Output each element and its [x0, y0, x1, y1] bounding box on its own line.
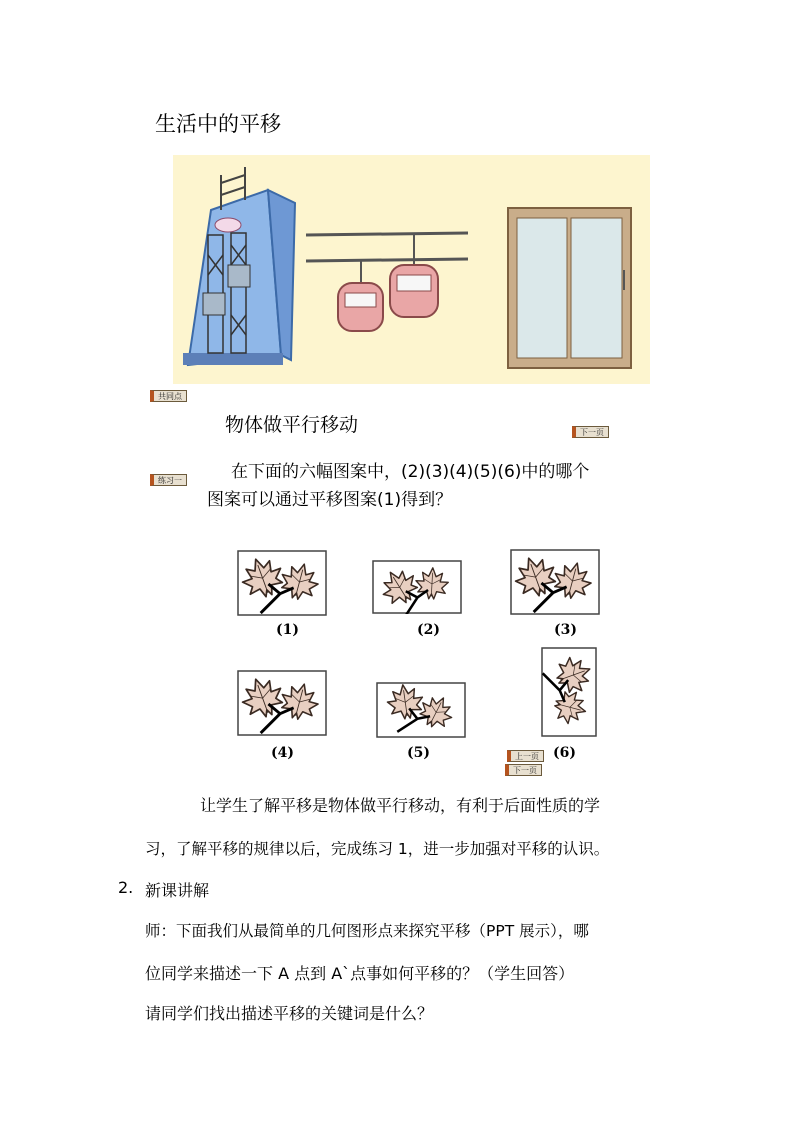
leaf-figure-2: [372, 560, 462, 614]
common-points-button[interactable]: 共同点: [150, 390, 187, 402]
figure-label-5: (5): [407, 745, 430, 761]
paragraph-line-1: 让学生了解平移是物体做平行移动，有利于后面性质的学: [200, 796, 601, 815]
section-heading: 新课讲解: [145, 881, 210, 900]
next-page-button[interactable]: 下一页: [572, 426, 609, 438]
exercise-question: [207, 458, 647, 514]
question-line-2: 图案可以通过平移图案(1)得到？: [207, 490, 453, 510]
figure-label-4: (4): [271, 745, 294, 761]
building-icon: [183, 167, 295, 365]
section-title: 生活中的平移: [155, 112, 281, 136]
leaf-figure-1: [237, 550, 327, 616]
question-line-1: 在下面的六幅图案中，(2)(3)(4)(5)(6)中的哪个: [231, 462, 590, 482]
figure-label-1: (1): [276, 622, 299, 638]
cable-car-icon: [338, 260, 383, 331]
teacher-line-2: 位同学来描述一下 A 点到 A`点事如何平移的？（学生回答）: [145, 964, 575, 983]
section-number: 2.: [118, 878, 134, 897]
question-line: 请同学们找出描述平移的关键词是什么？: [145, 1004, 434, 1023]
leaf-figure-5: [376, 682, 466, 738]
subheading: 物体做平行移动: [225, 414, 359, 436]
figure-label-2: (2): [417, 622, 440, 638]
translation-illustration: [173, 155, 650, 384]
leaf-figure-4: [237, 670, 327, 736]
leaf-figure-3: [510, 549, 600, 615]
paragraph-line-2: 习，了解平移的规律以后，完成练习 1，进一步加强对平移的认识。: [145, 840, 610, 858]
next-page-button-2[interactable]: 下一页: [505, 764, 542, 776]
exercise-one-button[interactable]: 练习一: [150, 474, 187, 486]
prev-page-button[interactable]: 上一页: [507, 750, 544, 762]
teacher-line-1: 师：下面我们从最简单的几何图形点来探究平移（PPT 展示），哪: [145, 922, 589, 940]
cable-car-icon: [390, 233, 438, 317]
leaf-figure-6: [541, 647, 597, 737]
figure-label-3: (3): [554, 622, 577, 638]
sliding-window-icon: [508, 208, 631, 368]
figure-label-6: (6): [553, 745, 576, 761]
